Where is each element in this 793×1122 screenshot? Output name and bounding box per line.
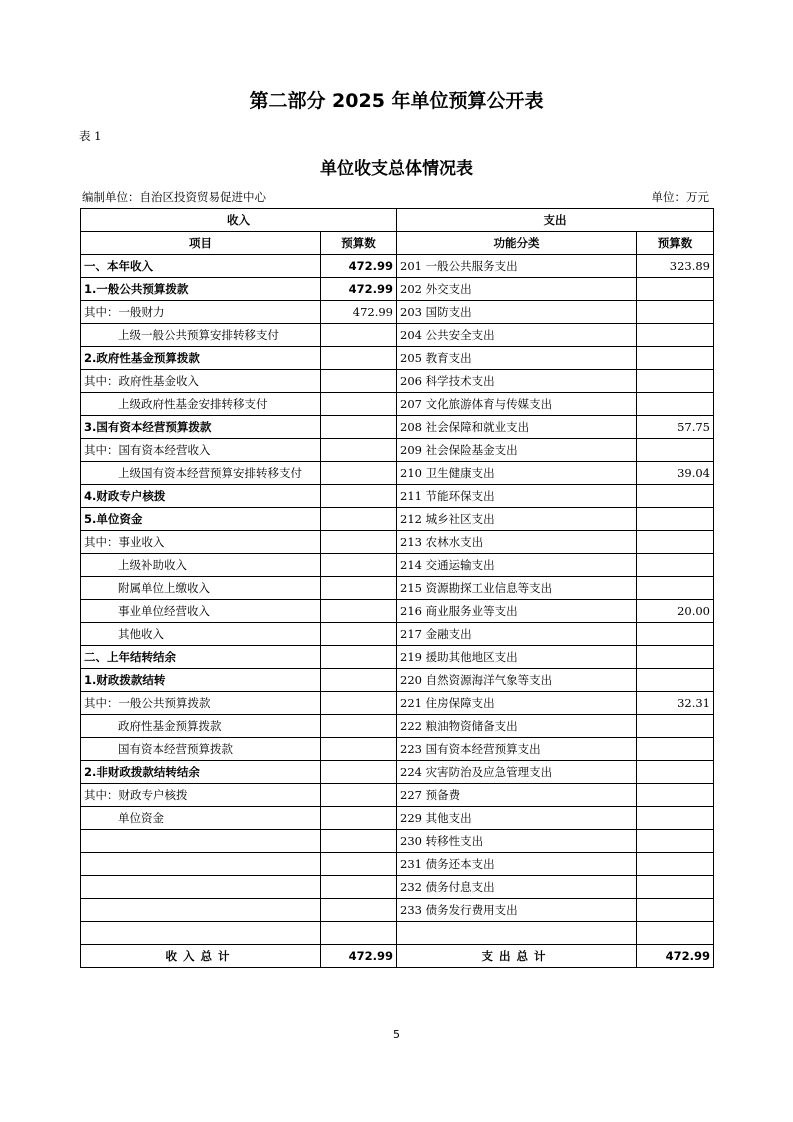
expense-budget-cell: 323.89 xyxy=(637,255,714,278)
column-header-function: 功能分类 xyxy=(397,232,637,255)
table-row xyxy=(81,577,714,600)
expense-function-cell: 214 交通运输支出 xyxy=(397,554,637,577)
income-item-cell: 国有资本经营预算拨款 xyxy=(81,738,321,761)
income-budget-cell xyxy=(321,393,397,416)
income-budget-cell xyxy=(321,508,397,531)
table-row xyxy=(81,761,714,784)
expense-budget-cell xyxy=(637,485,714,508)
income-budget-cell xyxy=(321,416,397,439)
income-item-cell xyxy=(81,899,321,922)
income-item-cell xyxy=(81,922,321,945)
expense-function-cell: 209 社会保险基金支出 xyxy=(397,439,637,462)
income-item-cell xyxy=(81,876,321,899)
income-item-cell: 上级一般公共预算安排转移支付 xyxy=(81,324,321,347)
expense-group-header: 支出 xyxy=(397,209,714,232)
income-item-cell: 事业单位经营收入 xyxy=(81,600,321,623)
income-budget-cell xyxy=(321,623,397,646)
income-item-cell: 其他收入 xyxy=(81,623,321,646)
income-group-header: 收入 xyxy=(81,209,397,232)
expense-function-cell: 205 教育支出 xyxy=(397,347,637,370)
expense-budget-cell: 20.00 xyxy=(637,600,714,623)
expense-function-cell xyxy=(397,922,637,945)
expense-function-cell: 207 文化旅游体育与传媒支出 xyxy=(397,393,637,416)
income-budget-cell xyxy=(321,876,397,899)
expense-budget-cell xyxy=(637,554,714,577)
expense-budget-cell xyxy=(637,761,714,784)
income-item-cell: 二、上年结转结余 xyxy=(81,646,321,669)
table-row xyxy=(81,669,714,692)
income-budget-cell xyxy=(321,715,397,738)
expense-function-cell: 212 城乡社区支出 xyxy=(397,508,637,531)
expense-function-cell: 202 外交支出 xyxy=(397,278,637,301)
expense-budget-cell xyxy=(637,577,714,600)
table-row xyxy=(81,370,714,393)
income-budget-cell xyxy=(321,807,397,830)
income-item-cell: 其中：事业收入 xyxy=(81,531,321,554)
expense-function-cell: 210 卫生健康支出 xyxy=(397,462,637,485)
expense-total-label: 支出总计 xyxy=(397,945,637,968)
table-row xyxy=(81,853,714,876)
expense-function-cell: 231 债务还本支出 xyxy=(397,853,637,876)
table-row xyxy=(81,439,714,462)
table-row xyxy=(81,485,714,508)
expense-function-cell: 206 科学技术支出 xyxy=(397,370,637,393)
table-row xyxy=(81,738,714,761)
expense-budget-cell xyxy=(637,623,714,646)
page-title: 第二部分 2025 年单位预算公开表 xyxy=(249,90,544,112)
income-budget-cell xyxy=(321,577,397,600)
expense-function-cell: 232 债务付息支出 xyxy=(397,876,637,899)
expense-budget-cell: 57.75 xyxy=(637,416,714,439)
table-row xyxy=(81,715,714,738)
income-item-cell: 其中：一般财力 xyxy=(81,301,321,324)
expense-function-cell: 230 转移性支出 xyxy=(397,830,637,853)
table-row xyxy=(81,807,714,830)
table-row xyxy=(81,324,714,347)
expense-budget-cell xyxy=(637,439,714,462)
income-item-cell xyxy=(81,853,321,876)
income-item-cell: 其中：国有资本经营收入 xyxy=(81,439,321,462)
income-budget-cell xyxy=(321,738,397,761)
income-item-cell: 上级补助收入 xyxy=(81,554,321,577)
expense-budget-cell xyxy=(637,899,714,922)
income-item-cell: 5.单位资金 xyxy=(81,508,321,531)
expense-function-cell: 219 援助其他地区支出 xyxy=(397,646,637,669)
expense-total-value: 472.99 xyxy=(637,945,714,968)
income-item-cell: 4.财政专户核拨 xyxy=(81,485,321,508)
expense-budget-cell xyxy=(637,669,714,692)
table-row xyxy=(81,830,714,853)
income-budget-cell xyxy=(321,485,397,508)
expense-budget-cell xyxy=(637,715,714,738)
compiling-unit: 编制单位：自治区投资贸易促进中心 xyxy=(82,190,266,204)
income-budget-cell xyxy=(321,439,397,462)
expense-budget-cell xyxy=(637,370,714,393)
income-budget-cell xyxy=(321,761,397,784)
table-row xyxy=(81,255,714,278)
income-item-cell: 上级国有资本经营预算安排转移支付 xyxy=(81,462,321,485)
expense-budget-cell xyxy=(637,347,714,370)
income-budget-cell xyxy=(321,531,397,554)
income-item-cell xyxy=(81,830,321,853)
table-row xyxy=(81,600,714,623)
income-item-cell: 其中：政府性基金收入 xyxy=(81,370,321,393)
income-item-cell: 政府性基金预算拨款 xyxy=(81,715,321,738)
table-number: 表 1 xyxy=(79,129,102,143)
expense-function-cell: 208 社会保障和就业支出 xyxy=(397,416,637,439)
income-item-cell: 一、本年收入 xyxy=(81,255,321,278)
table-title: 单位收支总体情况表 xyxy=(320,159,473,179)
expense-budget-cell xyxy=(637,324,714,347)
income-budget-cell xyxy=(321,554,397,577)
expense-budget-cell: 32.31 xyxy=(637,692,714,715)
income-budget-cell: 472.99 xyxy=(321,301,397,324)
table-row xyxy=(81,531,714,554)
expense-function-cell: 203 国防支出 xyxy=(397,301,637,324)
table-row xyxy=(81,393,714,416)
income-budget-cell: 472.99 xyxy=(321,255,397,278)
income-budget-cell xyxy=(321,899,397,922)
table-row xyxy=(81,554,714,577)
table-row xyxy=(81,416,714,439)
column-header-budget-income: 预算数 xyxy=(321,232,397,255)
expense-function-cell: 224 灾害防治及应急管理支出 xyxy=(397,761,637,784)
expense-function-cell: 222 粮油物资储备支出 xyxy=(397,715,637,738)
table-row xyxy=(81,347,714,370)
expense-function-cell: 201 一般公共服务支出 xyxy=(397,255,637,278)
income-item-cell: 3.国有资本经营预算拨款 xyxy=(81,416,321,439)
income-budget-cell xyxy=(321,646,397,669)
expense-budget-cell xyxy=(637,531,714,554)
expense-budget-cell xyxy=(637,278,714,301)
expense-function-cell: 204 公共安全支出 xyxy=(397,324,637,347)
table-body xyxy=(81,255,714,945)
expense-budget-cell xyxy=(637,830,714,853)
expense-function-cell: 215 资源勘探工业信息等支出 xyxy=(397,577,637,600)
expense-function-cell: 217 金融支出 xyxy=(397,623,637,646)
income-item-cell: 附属单位上缴收入 xyxy=(81,577,321,600)
expense-budget-cell xyxy=(637,876,714,899)
income-item-cell: 单位资金 xyxy=(81,807,321,830)
expense-budget-cell xyxy=(637,784,714,807)
income-budget-cell xyxy=(321,370,397,393)
expense-function-cell: 220 自然资源海洋气象等支出 xyxy=(397,669,637,692)
expense-budget-cell xyxy=(637,922,714,945)
expense-budget-cell xyxy=(637,508,714,531)
table-row xyxy=(81,278,714,301)
income-total-label: 收入总计 xyxy=(81,945,321,968)
income-item-cell: 其中：财政专户核拨 xyxy=(81,784,321,807)
income-item-cell: 2.非财政拨款结转结余 xyxy=(81,761,321,784)
expense-function-cell: 221 住房保障支出 xyxy=(397,692,637,715)
expense-function-cell: 229 其他支出 xyxy=(397,807,637,830)
income-item-cell: 1.一般公共预算拨款 xyxy=(81,278,321,301)
table-row xyxy=(81,876,714,899)
income-total-value: 472.99 xyxy=(321,945,397,968)
income-budget-cell xyxy=(321,324,397,347)
column-header-budget-expense: 预算数 xyxy=(637,232,714,255)
table-row xyxy=(81,899,714,922)
income-budget-cell xyxy=(321,600,397,623)
currency-unit: 单位：万元 xyxy=(651,190,709,204)
table-row xyxy=(81,692,714,715)
expense-function-cell: 233 债务发行费用支出 xyxy=(397,899,637,922)
expense-function-cell: 223 国有资本经营预算支出 xyxy=(397,738,637,761)
income-item-cell: 上级政府性基金安排转移支付 xyxy=(81,393,321,416)
expense-budget-cell xyxy=(637,646,714,669)
income-budget-cell xyxy=(321,347,397,370)
expense-budget-cell xyxy=(637,853,714,876)
expense-budget-cell xyxy=(637,807,714,830)
expense-budget-cell: 39.04 xyxy=(637,462,714,485)
income-item-cell: 其中：一般公共预算拨款 xyxy=(81,692,321,715)
expense-function-cell: 216 商业服务业等支出 xyxy=(397,600,637,623)
table-row xyxy=(81,784,714,807)
budget-summary-table xyxy=(80,208,714,968)
table-row xyxy=(81,462,714,485)
expense-function-cell: 227 预备费 xyxy=(397,784,637,807)
income-budget-cell xyxy=(321,669,397,692)
expense-function-cell: 211 节能环保支出 xyxy=(397,485,637,508)
total-row xyxy=(81,945,714,968)
income-budget-cell xyxy=(321,692,397,715)
table-row xyxy=(81,301,714,324)
table-row xyxy=(81,623,714,646)
expense-function-cell: 213 农林水支出 xyxy=(397,531,637,554)
income-budget-cell xyxy=(321,922,397,945)
income-budget-cell: 472.99 xyxy=(321,278,397,301)
income-budget-cell xyxy=(321,830,397,853)
income-budget-cell xyxy=(321,853,397,876)
table-row xyxy=(81,508,714,531)
expense-budget-cell xyxy=(637,301,714,324)
income-budget-cell xyxy=(321,462,397,485)
table-row xyxy=(81,922,714,945)
column-header-item: 项目 xyxy=(81,232,321,255)
expense-budget-cell xyxy=(637,393,714,416)
page-number: 5 xyxy=(393,1028,400,1041)
income-budget-cell xyxy=(321,784,397,807)
expense-budget-cell xyxy=(637,738,714,761)
table-row xyxy=(81,646,714,669)
income-item-cell: 2.政府性基金预算拨款 xyxy=(81,347,321,370)
income-item-cell: 1.财政拨款结转 xyxy=(81,669,321,692)
